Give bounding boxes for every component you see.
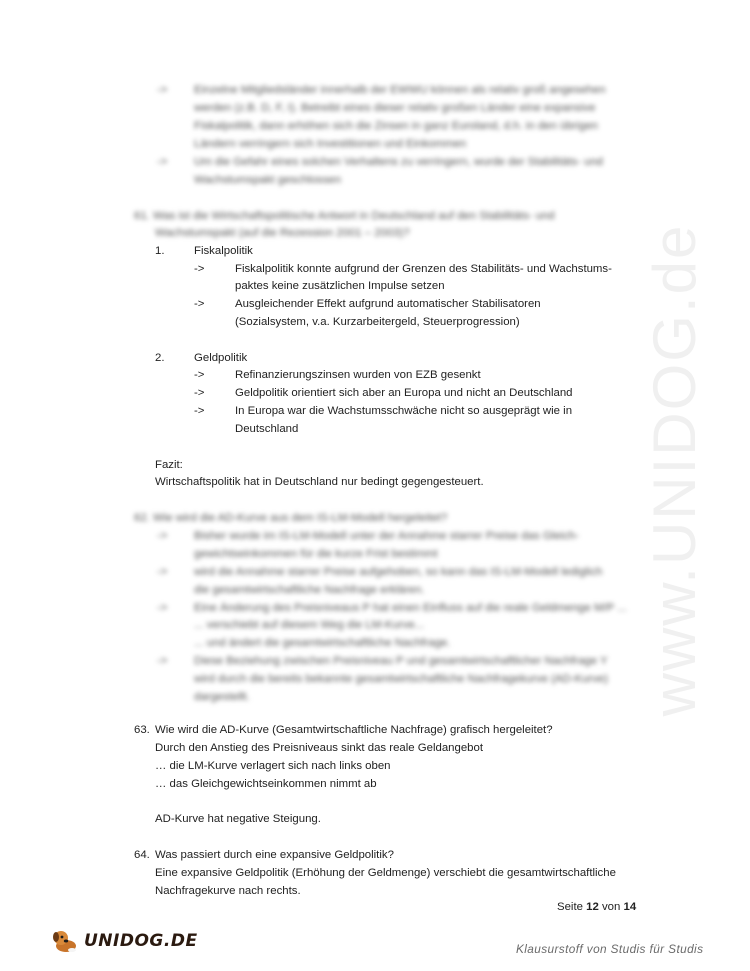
logo-text: UNIDOG.DE [84,931,198,951]
blurred-arrow: -> [157,84,168,96]
question-text: Was passiert durch eine expansive Geldpolitik? [155,849,394,861]
blurred-line: Um die Gefahr eines solchen Verhaltens zu verringern, wurde der Stabilitäts- und [194,156,604,168]
bullet-text: Fiskalpolitik konnte aufgrund der Grenzen des Stabilitäts- und Wachstums- [235,263,612,275]
question-number: 64. [134,849,150,861]
answer-line: AD-Kurve hat negative Steigung. [155,813,321,825]
bullet-text: Deutschland [235,423,299,435]
answer-line: … das Gleichgewichtseinkommen nimmt ab [155,778,377,790]
blurred-line: Bisher wurde im IS-LM-Modell unter der Annahme starrer Preise das Gleich- [194,530,579,542]
list-heading: Fiskalpolitik [194,245,253,257]
blurred-line: Eine Änderung des Preisniveaus P hat einen Einfluss auf die reale Geldmenge M/P ... [194,602,627,614]
question-number: 63. [134,724,150,736]
answer-line: Nachfragekurve nach rechts. [155,885,301,897]
fazit-text: Wirtschaftspolitik hat in Deutschland nur bedingt gegengesteuert. [155,476,484,488]
blurred-line: Einzelne Mitgliedsländer innerhalb der EWWU können als relativ groß angesehen [194,84,606,96]
question-text: Wie wird die AD-Kurve (Gesamtwirtschaftliche Nachfrage) grafisch hergeleitet? [155,724,553,736]
arrow-bullet: -> [194,405,205,417]
list-number: 2. [155,352,165,364]
blurred-arrow: -> [157,566,168,578]
arrow-bullet: -> [194,369,205,381]
list-number: 1. [155,245,165,257]
blurred-arrow: -> [157,156,168,168]
blurred-line: wird durch die bereits bekannte gesamtwirtschaftliche Nachfragekurve (AD-Kurve) [194,673,609,685]
blurred-question: 61. Was ist die Wirtschaftspolitische Antwort in Deutschland auf den Stabilitäts- und [134,210,555,222]
page-current: 12 [586,901,599,913]
page-total: 14 [623,901,637,913]
fazit-label: Fazit: [155,459,183,471]
footer-tagline: Klausurstoff von Studis für Studis [516,942,704,956]
blurred-line: ... und ändert die gesamtwirtschaftliche Nachfrage. [194,637,451,649]
bullet-text: In Europa war die Wachstumsschwäche nicht so ausgeprägt wie in [235,405,573,417]
blurred-line: Fiskalpolitik, dann erhöhen sich die Zinsen in ganz Euroland, d.h. in den übrigen [194,120,598,132]
arrow-bullet: -> [194,298,205,310]
blurred-line: Ländern verringern sich Investitionen und Einkommen [194,138,467,150]
blurred-line: werden (z.B. D, F, I). Betreibt eines dieser relativ großen Länder eine expansive [194,102,596,114]
blurred-line: wird die Annahme starrer Preise aufgehoben, so kann das IS-LM-Modell lediglich [194,566,603,578]
bullet-text: Geldpolitik orientiert sich aber an Europa und nicht an Deutschland [235,387,573,399]
page-mid: von [601,901,621,913]
bullet-text: (Sozialsystem, v.a. Kurzarbeitergeld, Steuerprogression) [235,316,520,328]
bullet-text: Ausgleichender Effekt aufgrund automatischer Stabilisatoren [235,298,541,310]
page-prefix: Seite [557,901,583,913]
blurred-question: 62. Wie wird die AD-Kurve aus dem IS-LM-Modell hergeleitet? [134,512,448,524]
list-heading: Geldpolitik [194,352,248,364]
answer-line: … die LM-Kurve verlagert sich nach links oben [155,760,391,772]
answer-line: Durch den Anstieg des Preisniveaus sinkt das reale Geldangebot [155,742,483,754]
watermark: www.UNIDOG.de [640,223,708,717]
arrow-bullet: -> [194,263,205,275]
blurred-line: Diese Beziehung zwischen Preisniveau P und gesamtwirtschaftlicher Nachfrage Y [194,655,608,667]
unidog-logo [52,928,198,954]
blurred-line: Wachstumspakt geschlossen [194,174,342,186]
bullet-text: paktes keine zusätzlichen Impulse setzen [235,280,445,292]
blurred-line: die gesamtwirtschaftliche Nachfrage erklären. [194,584,425,596]
blurred-arrow: -> [157,530,168,542]
blurred-line: gewichtseinkommen für die kurze Frist bestimmt [194,548,438,560]
blurred-question: Wachstumspakt (auf die Rezession 2001 – 2003)? [155,227,410,239]
answer-line: Eine expansive Geldpolitik (Erhöhung der Geldmenge) verschiebt die gesamtwirtschaftliche [155,867,616,879]
dog-icon [52,928,80,954]
page-number [557,898,636,916]
blurred-arrow: -> [157,655,168,667]
bullet-text: Refinanzierungszinsen wurden von EZB gesenkt [235,369,481,381]
blurred-arrow: -> [157,602,168,614]
blurred-line: ... verschiebt auf diesem Weg die LM-Kurve... [194,619,425,631]
arrow-bullet: -> [194,387,205,399]
blurred-line: dargestellt. [194,691,250,703]
